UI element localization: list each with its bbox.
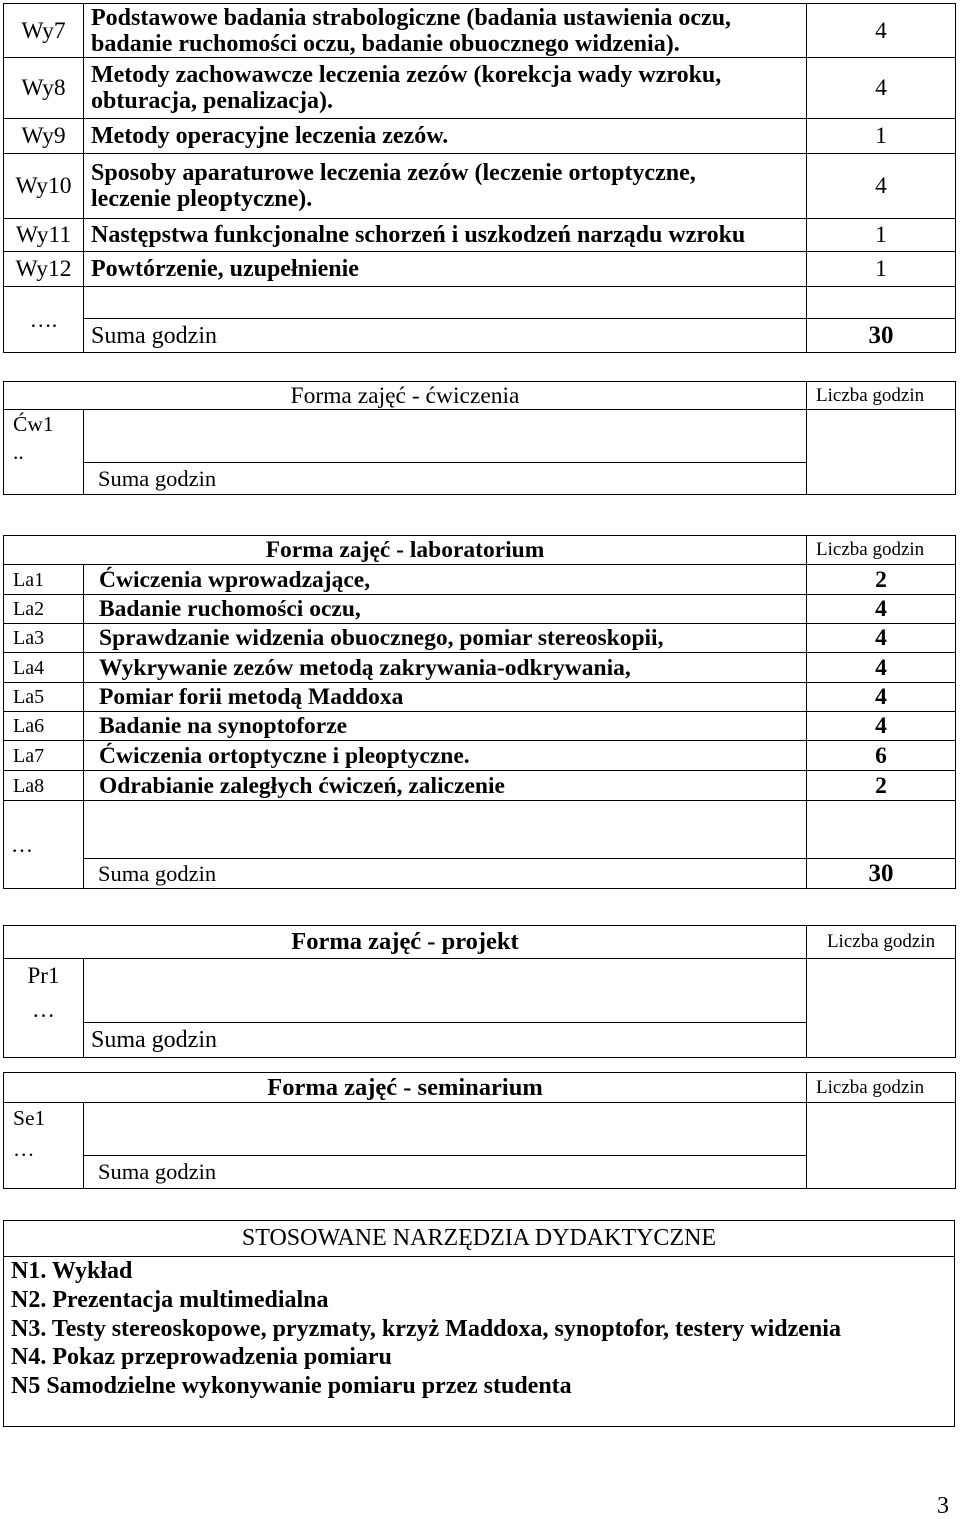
lecture-topic bbox=[84, 58, 807, 119]
lecture-code: Wy7 bbox=[4, 4, 84, 58]
lab-row bbox=[4, 595, 956, 624]
teaching-tools-list bbox=[4, 1257, 954, 1401]
teaching-tool-item: N4. Pokaz przeprowadzenia pomiaru bbox=[11, 1344, 392, 1371]
lab-row bbox=[4, 624, 956, 653]
laboratory-table bbox=[3, 535, 956, 889]
lab-row bbox=[4, 771, 956, 801]
empty-cell bbox=[807, 1103, 956, 1189]
exercise-row bbox=[4, 410, 956, 463]
exercises-table bbox=[3, 381, 956, 495]
lecture-sum-row bbox=[4, 319, 956, 353]
lecture-topic-line: leczenie pleoptyczne). bbox=[91, 186, 313, 212]
sum-hours: 30 bbox=[807, 859, 956, 889]
sum-hours: 30 bbox=[807, 319, 956, 353]
lab-row bbox=[4, 653, 956, 683]
lab-row bbox=[4, 712, 956, 741]
teaching-tools-title: STOSOWANE NARZĘDZIA DYDAKTYCZNE bbox=[4, 1221, 954, 1257]
lecture-topic bbox=[84, 4, 807, 58]
lab-continuation: … bbox=[4, 801, 84, 889]
exercise-continuation: .. bbox=[13, 440, 24, 464]
lecture-topic-line: badanie ruchomości oczu, badanie obuocznego widzenia). bbox=[91, 30, 680, 57]
sum-label: Suma godzin bbox=[84, 463, 807, 495]
hours-header: Liczba godzin bbox=[807, 926, 956, 959]
lab-sum-row bbox=[4, 859, 956, 889]
sum-label: Suma godzin bbox=[84, 859, 807, 889]
lab-topic: Ćwiczenia wprowadzające, bbox=[84, 565, 807, 595]
exercise-code: Ćw1 bbox=[13, 412, 54, 436]
form-header-row bbox=[4, 536, 956, 565]
lecture-code: Wy10 bbox=[4, 154, 84, 219]
form-header: Forma zajęć - ćwiczenia bbox=[4, 382, 807, 410]
lectures-table bbox=[3, 3, 956, 353]
exercise-code-cell bbox=[4, 410, 84, 495]
lab-code: La3 bbox=[4, 624, 84, 653]
lecture-hours: 4 bbox=[807, 4, 956, 58]
hours-header: Liczba godzin bbox=[807, 382, 956, 410]
lab-hours: 4 bbox=[807, 624, 956, 653]
sum-label: Suma godzin bbox=[84, 1023, 807, 1058]
lab-topic: Sprawdzanie widzenia obuocznego, pomiar stereoskopii, bbox=[84, 624, 807, 653]
lab-hours: 4 bbox=[807, 595, 956, 624]
lab-row bbox=[4, 741, 956, 771]
lab-hours: 4 bbox=[807, 683, 956, 712]
lab-hours: 6 bbox=[807, 741, 956, 771]
lecture-topic-line: obturacja, penalizacja). bbox=[91, 88, 333, 114]
teaching-tool-item: N3. Testy stereoskopowe, pryzmaty, krzyż Maddoxa, synoptofor, testery widzenia bbox=[11, 1315, 841, 1342]
empty-cell bbox=[84, 801, 807, 859]
lecture-topic-line: Podstawowe badania strabologiczne (badania ustawienia oczu, bbox=[91, 4, 732, 31]
lecture-topic bbox=[84, 219, 807, 252]
lecture-topic bbox=[84, 252, 807, 287]
lecture-continuation-row bbox=[4, 287, 956, 319]
seminar-continuation: … bbox=[13, 1137, 35, 1161]
lab-code: La2 bbox=[4, 595, 84, 624]
lab-code: La5 bbox=[4, 683, 84, 712]
empty-cell bbox=[84, 410, 807, 463]
lecture-code: Wy9 bbox=[4, 119, 84, 154]
lab-hours: 4 bbox=[807, 653, 956, 683]
lab-continuation-row bbox=[4, 801, 956, 859]
teaching-tools-box bbox=[3, 1220, 955, 1427]
lab-hours: 4 bbox=[807, 712, 956, 741]
lecture-row bbox=[4, 154, 956, 219]
lecture-code: Wy8 bbox=[4, 58, 84, 119]
form-header: Forma zajęć - seminarium bbox=[4, 1073, 807, 1103]
form-header-row bbox=[4, 926, 956, 959]
lecture-row bbox=[4, 119, 956, 154]
lab-code: La8 bbox=[4, 771, 84, 801]
empty-cell bbox=[807, 959, 956, 1058]
lecture-code: Wy11 bbox=[4, 219, 84, 252]
empty-cell bbox=[84, 959, 807, 1023]
lecture-topic-line: Sposoby aparaturowe leczenia zezów (leczenie ortoptyczne, bbox=[91, 160, 696, 186]
project-code: Pr1 bbox=[27, 963, 60, 988]
lab-row bbox=[4, 565, 956, 595]
lab-code: La4 bbox=[4, 653, 84, 683]
lab-row bbox=[4, 683, 956, 712]
lecture-row bbox=[4, 252, 956, 287]
lab-topic: Ćwiczenia ortoptyczne i pleoptyczne. bbox=[84, 741, 807, 771]
lecture-hours: 1 bbox=[807, 252, 956, 287]
seminar-table bbox=[3, 1072, 956, 1189]
lab-hours: 2 bbox=[807, 565, 956, 595]
form-header: Forma zajęć - projekt bbox=[4, 926, 807, 959]
lab-topic: Wykrywanie zezów metodą zakrywania-odkrywania, bbox=[84, 653, 807, 683]
teaching-tool-item: N2. Prezentacja multimedialna bbox=[11, 1286, 329, 1313]
project-table bbox=[3, 925, 956, 1058]
form-header-row bbox=[4, 382, 956, 410]
lecture-topic bbox=[84, 154, 807, 219]
lecture-topic bbox=[84, 119, 807, 154]
lab-hours: 2 bbox=[807, 771, 956, 801]
page-number: 3 bbox=[937, 1493, 949, 1519]
empty-cell bbox=[807, 801, 956, 859]
hours-header: Liczba godzin bbox=[807, 1073, 956, 1103]
lecture-row bbox=[4, 58, 956, 119]
teaching-tool-item: N1. Wykład bbox=[11, 1258, 133, 1284]
lab-topic: Odrabianie zaległych ćwiczeń, zaliczenie bbox=[84, 771, 807, 801]
hours-header: Liczba godzin bbox=[807, 536, 956, 565]
lecture-hours: 1 bbox=[807, 119, 956, 154]
project-row bbox=[4, 959, 956, 1023]
lecture-hours: 4 bbox=[807, 154, 956, 219]
lecture-hours: 1 bbox=[807, 219, 956, 252]
lab-topic: Badanie ruchomości oczu, bbox=[84, 595, 807, 624]
empty-cell bbox=[84, 287, 807, 319]
empty-cell bbox=[807, 410, 956, 495]
empty-cell bbox=[807, 287, 956, 319]
seminar-code: Se1 bbox=[13, 1106, 46, 1130]
lecture-continuation: …. bbox=[4, 287, 84, 353]
teaching-tool-item: N5 Samodzielne wykonywanie pomiaru przez studenta bbox=[11, 1373, 572, 1399]
lecture-topic-line: Metody zachowawcze leczenia zezów (korekcja wady wzroku, bbox=[91, 62, 722, 88]
sum-label: Suma godzin bbox=[84, 1156, 807, 1189]
lecture-hours: 4 bbox=[807, 58, 956, 119]
lecture-topic-line: Następstwa funkcjonalne schorzeń i uszkodzeń narządu wzroku bbox=[91, 222, 746, 248]
lecture-topic-line: Powtórzenie, uzupełnienie bbox=[91, 256, 359, 282]
seminar-code-cell bbox=[4, 1103, 84, 1189]
lecture-row bbox=[4, 219, 956, 252]
lecture-row bbox=[4, 4, 956, 58]
seminar-row bbox=[4, 1103, 956, 1156]
sum-label: Suma godzin bbox=[84, 319, 807, 353]
lab-code: La6 bbox=[4, 712, 84, 741]
empty-cell bbox=[84, 1103, 807, 1156]
lab-topic: Badanie na synoptoforze bbox=[84, 712, 807, 741]
project-code-cell bbox=[4, 959, 84, 1058]
lab-topic: Pomiar forii metodą Maddoxa bbox=[84, 683, 807, 712]
lecture-topic-line: Metody operacyjne leczenia zezów. bbox=[91, 123, 449, 149]
lecture-code: Wy12 bbox=[4, 252, 84, 287]
lab-code: La1 bbox=[4, 565, 84, 595]
form-header-row bbox=[4, 1073, 956, 1103]
form-header: Forma zajęć - laboratorium bbox=[4, 536, 807, 565]
lab-code: La7 bbox=[4, 741, 84, 771]
project-continuation: … bbox=[32, 997, 55, 1022]
